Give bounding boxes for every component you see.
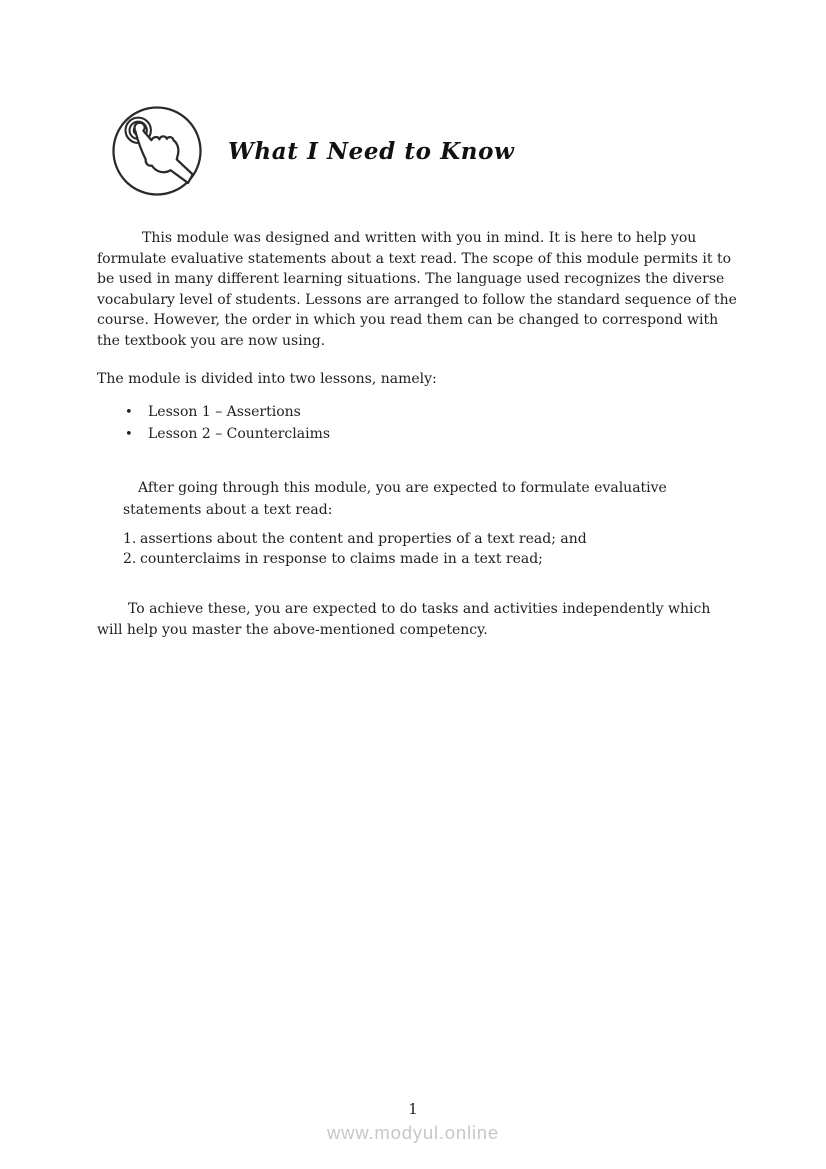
- tap-hand-icon: [110, 104, 204, 198]
- list-item: [123, 530, 739, 550]
- list-item: [97, 424, 739, 446]
- pointing-hand: [135, 123, 193, 183]
- lessons-intro-paragraph: The module is divided into two lessons, namely:: [97, 370, 437, 387]
- objectives-list: [123, 530, 739, 569]
- tap-hand-icon-svg: [110, 104, 204, 198]
- section-banner: [110, 104, 826, 198]
- list-item: [123, 550, 739, 570]
- list-item: [97, 402, 739, 424]
- page-title: What I Need to Know: [228, 137, 515, 165]
- bullet-icon: •: [125, 405, 133, 421]
- page-number: 1: [408, 1100, 418, 1118]
- module-content: [97, 228, 739, 641]
- objective-1-text: assertions about the content and properties of a text read; and: [140, 531, 587, 548]
- objectives-intro-paragraph: After going through this module, you are expected to formulate evaluative statements about a text read:: [123, 480, 667, 518]
- lesson-list: [97, 402, 739, 445]
- intro-paragraph: This module was designed and written with you in mind. It is here to help you formulate evaluative statements about a text read. The scope of this module permits it to be used in many different learning situations. The language used recognizes the diverse vocabulary level of students. Lessons are arranged to follow the standard sequence of the course. However, the order in which you read them can be changed to correspond with the textbook you are now using.: [97, 230, 737, 349]
- item-number: 1.: [123, 531, 137, 548]
- watermark-text: www.modyul.online: [327, 1122, 499, 1143]
- closing-paragraph: To achieve these, you are expected to do tasks and activities independently which will help you master the above-mentioned competency.: [97, 601, 711, 638]
- lesson-2-label: Lesson 2 – Counterclaims: [148, 425, 331, 442]
- objective-2-text: counterclaims in response to claims made in a text read;: [140, 550, 543, 567]
- bullet-icon: •: [125, 426, 133, 442]
- item-number: 2.: [123, 550, 137, 567]
- lesson-1-label: Lesson 1 – Assertions: [148, 404, 301, 421]
